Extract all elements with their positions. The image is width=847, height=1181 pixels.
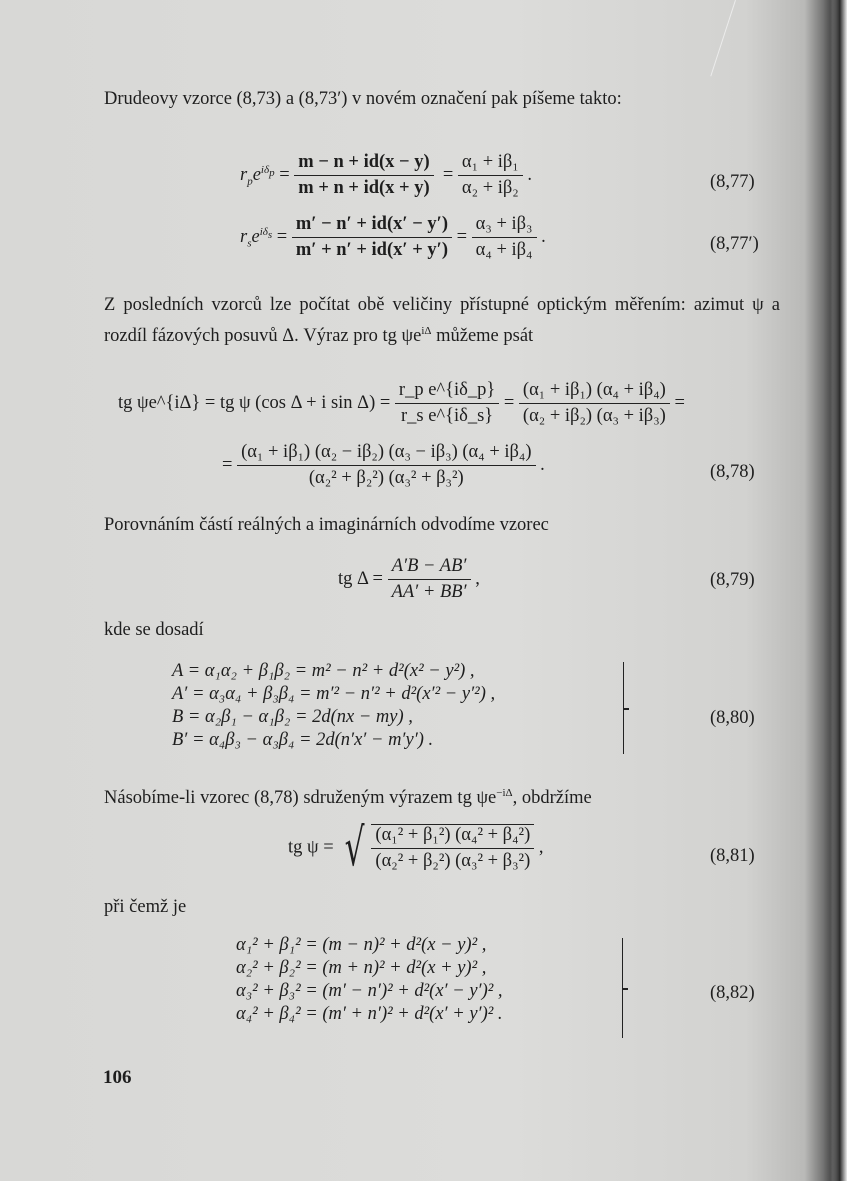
eq-8-77-rhs-numerator: α₁ + iβ₁	[458, 152, 523, 176]
eq-8-77-denominator: m + n + id(x + y)	[298, 178, 430, 198]
equation-8-78-line2: = $\frac{\text{(α₁ + iβ₁) (α₂ − iβ₂) (α₃ − iβ₃) (α₄ + iβ₄)}}{\text{(α₂² + β₂²) (α₃² + β₃²)}}$ .	[222, 442, 545, 488]
paragraph-measurement-text: Z posledních vzorců lze počítat obě veličiny přístupné optickým měřením: azimut ψ a rozdíl fázových posuvů Δ. Výraz pro tg ψe	[104, 295, 780, 347]
equation-label-8-77-prime: (8,77′)	[710, 234, 759, 254]
equation-8-77: $r_pe^{i\delta_p}$ = $\frac{m - n + id(x - y)}{m + n + id(x + y)}$ = $\frac{\text{α₁ + iβ₁}}{\text{α₂ + iβ₂}}$ .	[240, 152, 532, 198]
square-root-icon: √	[344, 818, 365, 878]
eq-8-78-lhs: tg ψe^{iΔ} = tg ψ (cos Δ + i sin Δ) =	[118, 392, 391, 413]
equation-label-8-79: (8,79)	[710, 570, 755, 590]
equation-label-8-81: (8,81)	[710, 846, 755, 866]
page-number: 106	[103, 1067, 132, 1088]
eq-8-82-line-3: α₃² + β₃² = (m′ − n′)² + d²(x′ − y′)² ,	[236, 981, 503, 1001]
equation-label-8-82: (8,82)	[710, 983, 755, 1003]
equation-8-82-system	[236, 934, 503, 1026]
paragraph-comparison: Porovnáním částí reálných a imaginárních odvodíme vzorec	[104, 515, 549, 535]
eq-8-80-line-A-prime: A′ = α₃α₄ + β₃β₄ = m′² − n′² + d²(x′² − y′²) ,	[172, 684, 496, 704]
eq-8-78-ratio-den: r_s e^{iδ_s}	[400, 406, 494, 426]
paragraph-where: při čemž je	[104, 897, 187, 917]
eq-8-80-line-A: A = α₁α₂ + β₁β₂ = m² − n² + d²(x² − y²) ,	[172, 661, 475, 681]
right-brace-8-80	[613, 662, 624, 754]
paper-crease	[710, 0, 736, 76]
eq-8-81-den: (α₂² + β₂²) (α₃² + β₃²)	[375, 851, 531, 871]
equation-label-8-80: (8,80)	[710, 708, 755, 728]
eq-8-80-line-B: B = α₂β₁ − α₁β₂ = 2d(nx − my) ,	[172, 707, 413, 727]
eq-8-78-frac1-den: (α₂ + iβ₂) (α₃ + iβ₃)	[522, 406, 666, 426]
eq-8-78-frac1-num: (α₁ + iβ₁) (α₄ + iβ₄)	[519, 380, 670, 404]
eq-8-79-num: A′B − AB′	[388, 556, 471, 580]
eq-8-80-line-B-prime: B′ = α₄β₃ − α₃β₄ = 2d(n′x′ − m′y′) .	[172, 730, 434, 750]
paragraph-intro: Drudeovy vzorce (8,73) a (8,73′) v novém označení pak píšeme takto:	[104, 89, 622, 109]
paragraph-multiply-text: Násobíme-li vzorec (8,78) sdruženým výrazem tg ψe	[104, 788, 497, 809]
eq-8-82-line-2: α₂² + β₂² = (m + n)² + d²(x + y)² ,	[236, 958, 487, 978]
equation-8-77-prime: $r_se^{i\delta_s}$ = $\frac{m' - n' + id(x' - y')}{m' + n' + id(x' + y')}$ = $\frac{\text{α₃ + iβ₃}}{\text{α₄ + iβ₄}}$ .	[240, 214, 546, 260]
paragraph-multiply	[104, 780, 780, 811]
paragraph-measurement-end: můžeme psát	[431, 326, 534, 347]
equation-8-78-line1: tg ψe^{iΔ} = tg ψ (cos Δ + i sin Δ) = $\frac{\text{r\_p e\textasciicircum{}\{iδ\_p\}}}{\text{r\_s e\textasciicircum{}\{iδ\_s\}}}$ = $\frac{\text{(α₁ + iβ₁) (α₄ + iβ₄)}}{\text{(α₂ + iβ₂) (α₃ + iβ₃)}}$ =	[118, 380, 685, 426]
exponent: −iΔ	[496, 787, 513, 799]
eq-8-81-lhs: tg ψ =	[288, 837, 334, 858]
equation-8-80-system	[172, 660, 495, 752]
eq-8-78-ratio-num: r_p e^{iδ_p}	[395, 380, 499, 404]
paragraph-multiply-end: , obdržíme	[512, 788, 592, 809]
eq-8-78-frac2-num: (α₁ + iβ₁) (α₂ − iβ₂) (α₃ − iβ₃) (α₄ + iβ₄)	[237, 442, 535, 466]
equation-8-81: tg ψ = √ $\frac{\text{(α₁² + β₁²) (α₄² + β₄²)}}{\text{(α₂² + β₂²) (α₃² + β₃²)}}$ ,	[288, 818, 544, 878]
eq-8-82-line-1: α₁² + β₁² = (m − n)² + d²(x − y)² ,	[236, 935, 487, 955]
eq-8-77p-rhs-denominator: α₄ + iβ₄	[475, 240, 533, 260]
eq-8-77p-denominator: m′ + n′ + id(x′ + y′)	[295, 240, 448, 260]
eq-8-79-den: AA′ + BB′	[391, 582, 467, 602]
exponent: iΔ	[421, 325, 432, 337]
eq-8-81-num: (α₁² + β₁²) (α₄² + β₄²)	[371, 825, 534, 849]
eq-8-79-lhs: tg Δ =	[338, 568, 383, 589]
eq-8-77-numerator: m − n + id(x − y)	[294, 152, 433, 176]
equation-label-8-77: (8,77)	[710, 172, 755, 192]
eq-8-77p-numerator: m′ − n′ + id(x′ − y′)	[292, 214, 452, 238]
paragraph-measurement	[104, 292, 780, 349]
eq-8-78-frac2-den: (α₂² + β₂²) (α₃² + β₃²)	[308, 468, 464, 488]
page-edge-shadow	[823, 0, 847, 1181]
paragraph-substitute: kde se dosadí	[104, 620, 204, 640]
equation-8-79: tg Δ = $\frac{A'B - AB'}{AA' + BB'}$ ,	[338, 556, 480, 602]
right-brace-8-82	[612, 938, 623, 1038]
eq-8-82-line-4: α₄² + β₄² = (m′ + n′)² + d²(x′ + y′)² .	[236, 1004, 503, 1024]
eq-8-77p-rhs-numerator: α₃ + iβ₃	[472, 214, 537, 238]
eq-8-77-rhs-denominator: α₂ + iβ₂	[461, 178, 519, 198]
equation-label-8-78: (8,78)	[710, 462, 755, 482]
